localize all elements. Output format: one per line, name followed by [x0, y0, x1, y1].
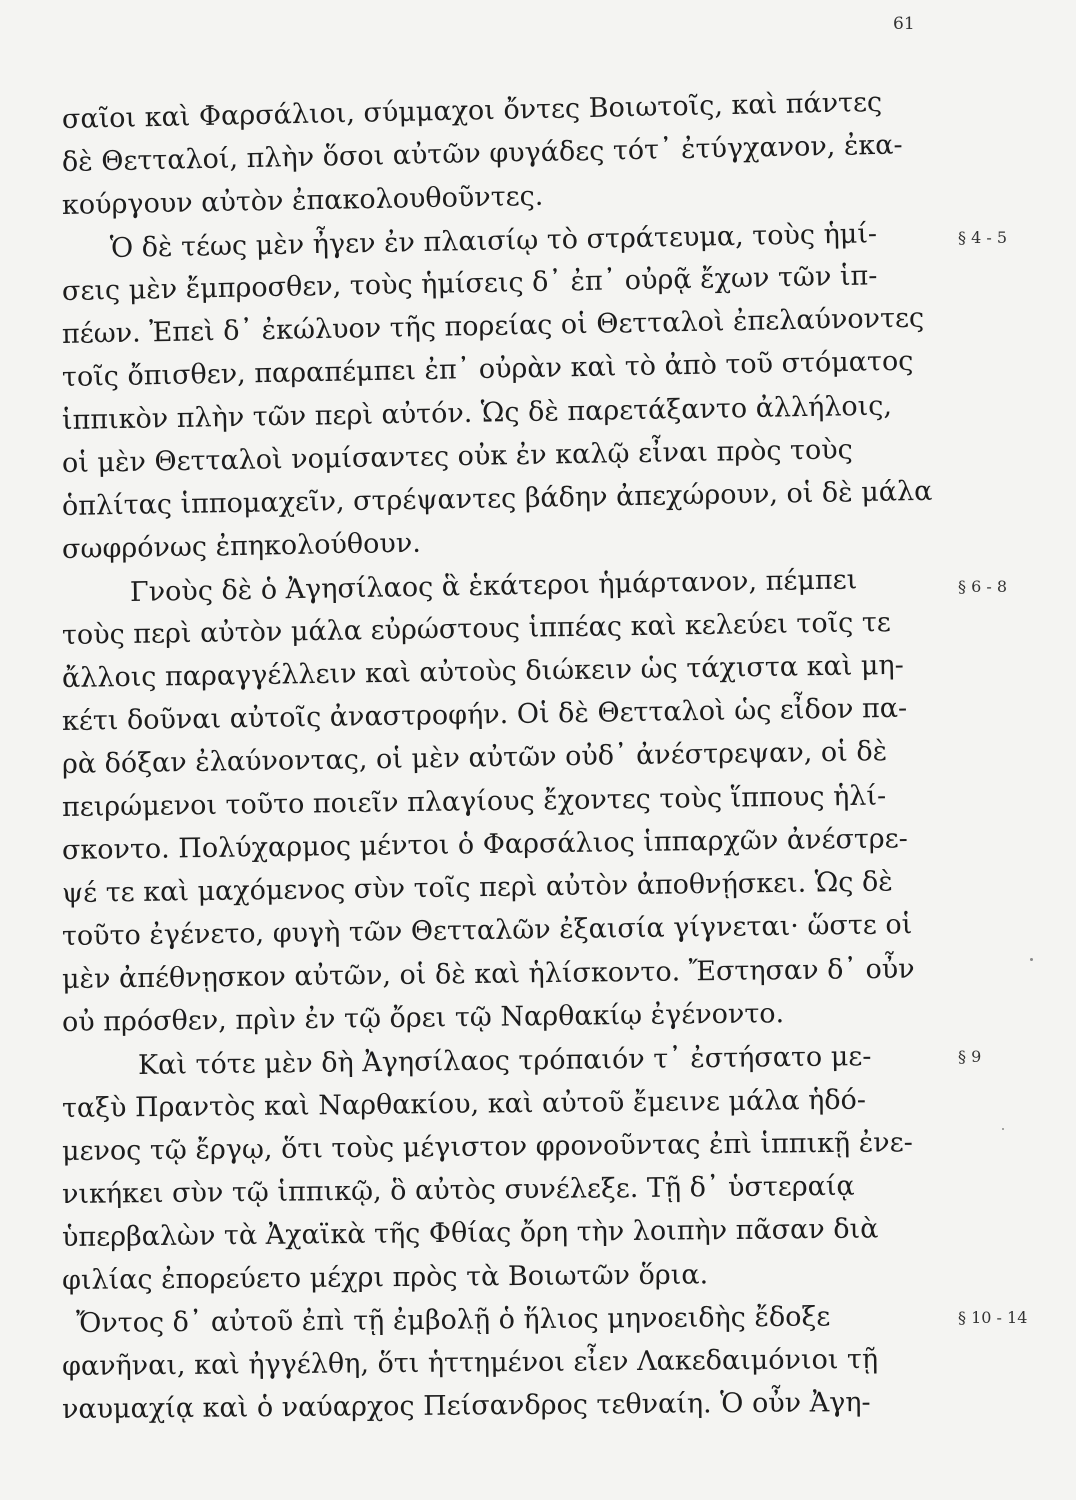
text-line: τοὺς περὶ αὐτὸν μάλα εὐρώστους ἱππέας καὶ κελεύει τοῖς τε: [61, 606, 892, 651]
text-line: σαῖοι καὶ Φαρσάλιοι, σύμμαχοι ὄντες Βοιωτοῖς, καὶ πάντες: [61, 86, 883, 135]
text-line: οἱ μὲν Θετταλοὶ νομίσαντες οὐκ ἐν καλῷ εἶναι πρὸς τοὺς: [61, 434, 854, 479]
margin-note: § 4 - 5: [958, 228, 1008, 247]
text-line: σκοντο. Πολύχαρμος μέντοι ὁ Φαρσάλιος ἱππαρχῶν ἀνέστρε-: [61, 823, 909, 866]
print-speck: [1002, 1128, 1004, 1130]
text-line: πέων. Ἐπεὶ δ᾽ ἐκώλυον τῆς πορείας οἱ Θετταλοὶ ἐπελαύνοντες: [61, 302, 925, 350]
text-line: τοῖς ὄπισθεν, παραπέμπει ἐπ᾽ οὐρὰν καὶ τὸ ἀπὸ τοῦ στόματος: [61, 345, 914, 393]
text-line: οὐ πρόσθεν, πρὶν ἐν τῷ ὄρει τῷ Ναρθακίῳ ἐγένοντο.: [61, 998, 785, 1038]
text-line: ὁπλίτας ἱππομαχεῖν, στρέψαντες βάδην ἀπεχώρουν, οἱ δὲ μάλα: [61, 475, 933, 522]
text-line: φιλίας ἐπορεύετο μέχρι πρὸς τὰ Βοιωτῶν ὅρια.: [61, 1259, 709, 1296]
text-line: Ὁ δὲ τέως μὲν ἦγεν ἐν πλαισίῳ τὸ στράτευμα, τοὺς ἡμί-: [109, 218, 878, 264]
margin-note: § 6 - 8: [958, 577, 1008, 596]
text-line: κούργουν αὐτὸν ἐπακολουθοῦντες.: [61, 180, 544, 221]
page-number: 61: [893, 14, 915, 34]
text-line: δὲ Θετταλοί, πλὴν ὅσοι αὐτῶν φυγάδες τότ᾽ ἐτύγχανον, ἐκα-: [61, 129, 903, 178]
text-line: σωφρόνως ἐπηκολούθουν.: [61, 527, 422, 565]
text-line: ἄλλοις παραγγέλλειν καὶ αὐτοὺς διώκειν ὡς τάχιστα καὶ μη-: [61, 649, 904, 694]
print-speck: [1030, 958, 1033, 961]
text-line: Καὶ τότε μὲν δὴ Ἀγησίλαος τρόπαιόν τ᾽ ἐστήσατο με-: [137, 1041, 872, 1081]
text-line: νικήκει σὺν τῷ ἱππικῷ, ὃ αὐτὸς συνέλεξε. Τῇ δ᾽ ὑστεραίᾳ: [61, 1170, 855, 1210]
text-line: μενος τῷ ἔργῳ, ὅτι τοὺς μέγιστον φρονοῦντας ἐπὶ ἱππικῇ ἐνε-: [61, 1127, 913, 1167]
text-line: Ὄντος δ᾽ αὐτοῦ ἐπὶ τῇ ἐμβολῇ ὁ ἥλιος μηνοειδὴς ἔδοξε: [75, 1301, 831, 1339]
margin-note: § 10 - 14: [958, 1308, 1028, 1327]
margin-note: § 9: [958, 1047, 982, 1066]
text-line: τοῦτο ἐγένετο, φυγὴ τῶν Θετταλῶν ἐξαισία γίγνεται· ὥστε οἱ: [61, 909, 913, 952]
text-line: ὑπερβαλὼν τὰ Ἀχαϊκὰ τῆς Φθίας ὄρη τὴν λοιπὴν πᾶσαν διὰ: [61, 1213, 879, 1253]
text-line: σεις μὲν ἔμπροσθεν, τοὺς ἡμίσεις δ᾽ ἐπ᾽ οὐρᾷ ἔχων τῶν ἱπ-: [61, 260, 878, 307]
text-line: ρὰ δόξαν ἐλαύνοντας, οἱ μὲν αὐτῶν οὐδ᾽ ἀνέστρεψαν, οἱ δὲ: [61, 736, 888, 780]
text-line: φανῆναι, καὶ ἠγγέλθη, ὅτι ἡττημένοι εἶεν Λακεδαιμόνιοι τῇ: [61, 1343, 879, 1382]
text-line: ταξὺ Πραντὸς καὶ Ναρθακίου, καὶ αὐτοῦ ἔμεινε μάλα ἡδό-: [61, 1084, 867, 1124]
text-line: ναυμαχίᾳ καὶ ὁ ναύαρχος Πείσανδρος τεθναίη. Ὁ οὖν Ἀγη-: [61, 1386, 871, 1425]
text-line: κέτι δοῦναι αὐτοῖς ἀναστροφήν. Οἱ δὲ Θετταλοὶ ὡς εἶδον πα-: [61, 692, 908, 737]
text-line: ἱππικὸν πλὴν τῶν περὶ αὐτόν. Ὡς δὲ παρετάξαντο ἀλλήλοις,: [61, 390, 893, 436]
text-line: μὲν ἀπέθνῃσκον αὐτῶν, οἱ δὲ καὶ ἡλίσκοντο. Ἔστησαν δ᾽ οὖν: [61, 953, 915, 995]
text-line: Γνοὺς δὲ ὁ Ἀγησίλαος ἃ ἑκάτεροι ἡμάρτανον, πέμπει: [129, 564, 858, 608]
text-line: πειρώμενοι τοῦτο ποιεῖν πλαγίους ἔχοντες τοὺς ἵππους ἡλί-: [61, 780, 887, 823]
text-line: ψέ τε καὶ μαχόμενος σὺν τοῖς περὶ αὐτὸν ἀποθνῄσκει. Ὡς δὲ: [61, 866, 893, 909]
